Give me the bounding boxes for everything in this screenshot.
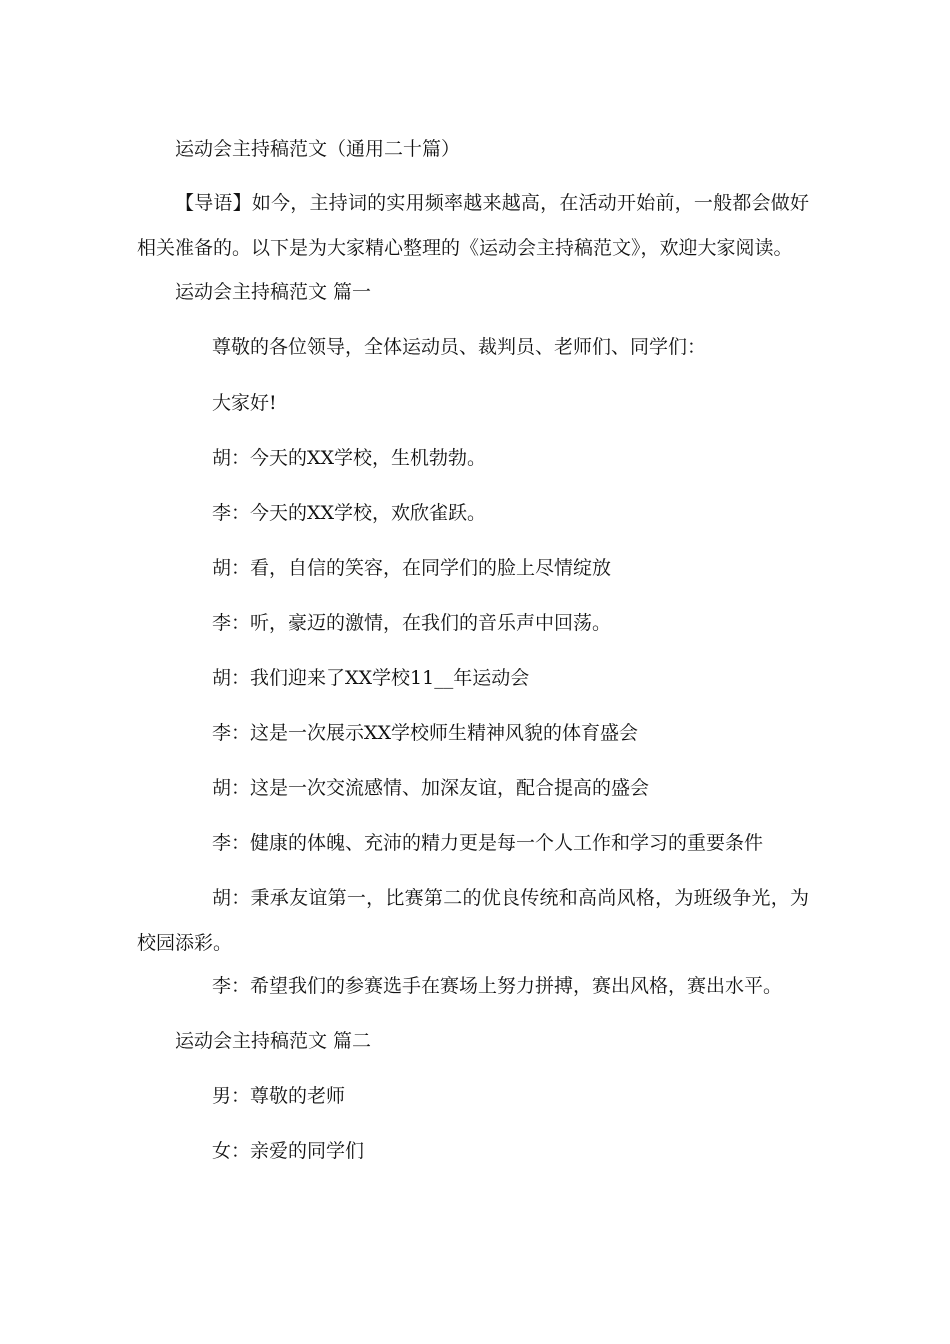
- section-heading-2: 运动会主持稿范文 篇二: [175, 1030, 372, 1052]
- section-heading-1: 运动会主持稿范文 篇一: [175, 281, 372, 303]
- document-title: 运动会主持稿范文（通用二十篇）: [175, 138, 461, 160]
- hello-line: 大家好!: [212, 392, 277, 414]
- dialogue-line: 胡：我们迎来了XX学校11__年运动会: [212, 667, 530, 689]
- dialogue-paragraph: 胡：秉承友谊第一，比赛第二的优良传统和高尚风格，为班级争光，为校园添彩。: [137, 887, 809, 954]
- dialogue-line: 李：健康的体魄、充沛的精力更是每一个人工作和学习的重要条件: [212, 832, 764, 854]
- intro-paragraph: 【导语】如今，主持词的实用频率越来越高，在活动开始前，一般都会做好相关准备的。以下是为大家精心整理的《运动会主持稿范文》，欢迎大家阅读。: [137, 192, 809, 259]
- dialogue-line: 胡：今天的XX学校，生机勃勃。: [212, 447, 487, 469]
- dialogue-line: 女：亲爱的同学们: [212, 1140, 365, 1162]
- dialogue-line: 李：今天的XX学校，欢欣雀跃。: [212, 502, 487, 524]
- dialogue-line: 胡：看，自信的笑容，在同学们的脸上尽情绽放: [212, 557, 612, 579]
- dialogue-line: 李：这是一次展示XX学校师生精神风貌的体育盛会: [212, 722, 639, 744]
- dialogue-line: 李：希望我们的参赛选手在赛场上努力拼搏，赛出风格，赛出水平。: [212, 975, 783, 997]
- dialogue-line: 李：听，豪迈的激情，在我们的音乐声中回荡。: [212, 612, 612, 634]
- greeting-line: 尊敬的各位领导，全体运动员、裁判员、老师们、同学们：: [212, 336, 707, 358]
- dialogue-line: 男：尊敬的老师: [212, 1085, 346, 1107]
- dialogue-line: 胡：这是一次交流感情、加深友谊，配合提高的盛会: [212, 777, 650, 799]
